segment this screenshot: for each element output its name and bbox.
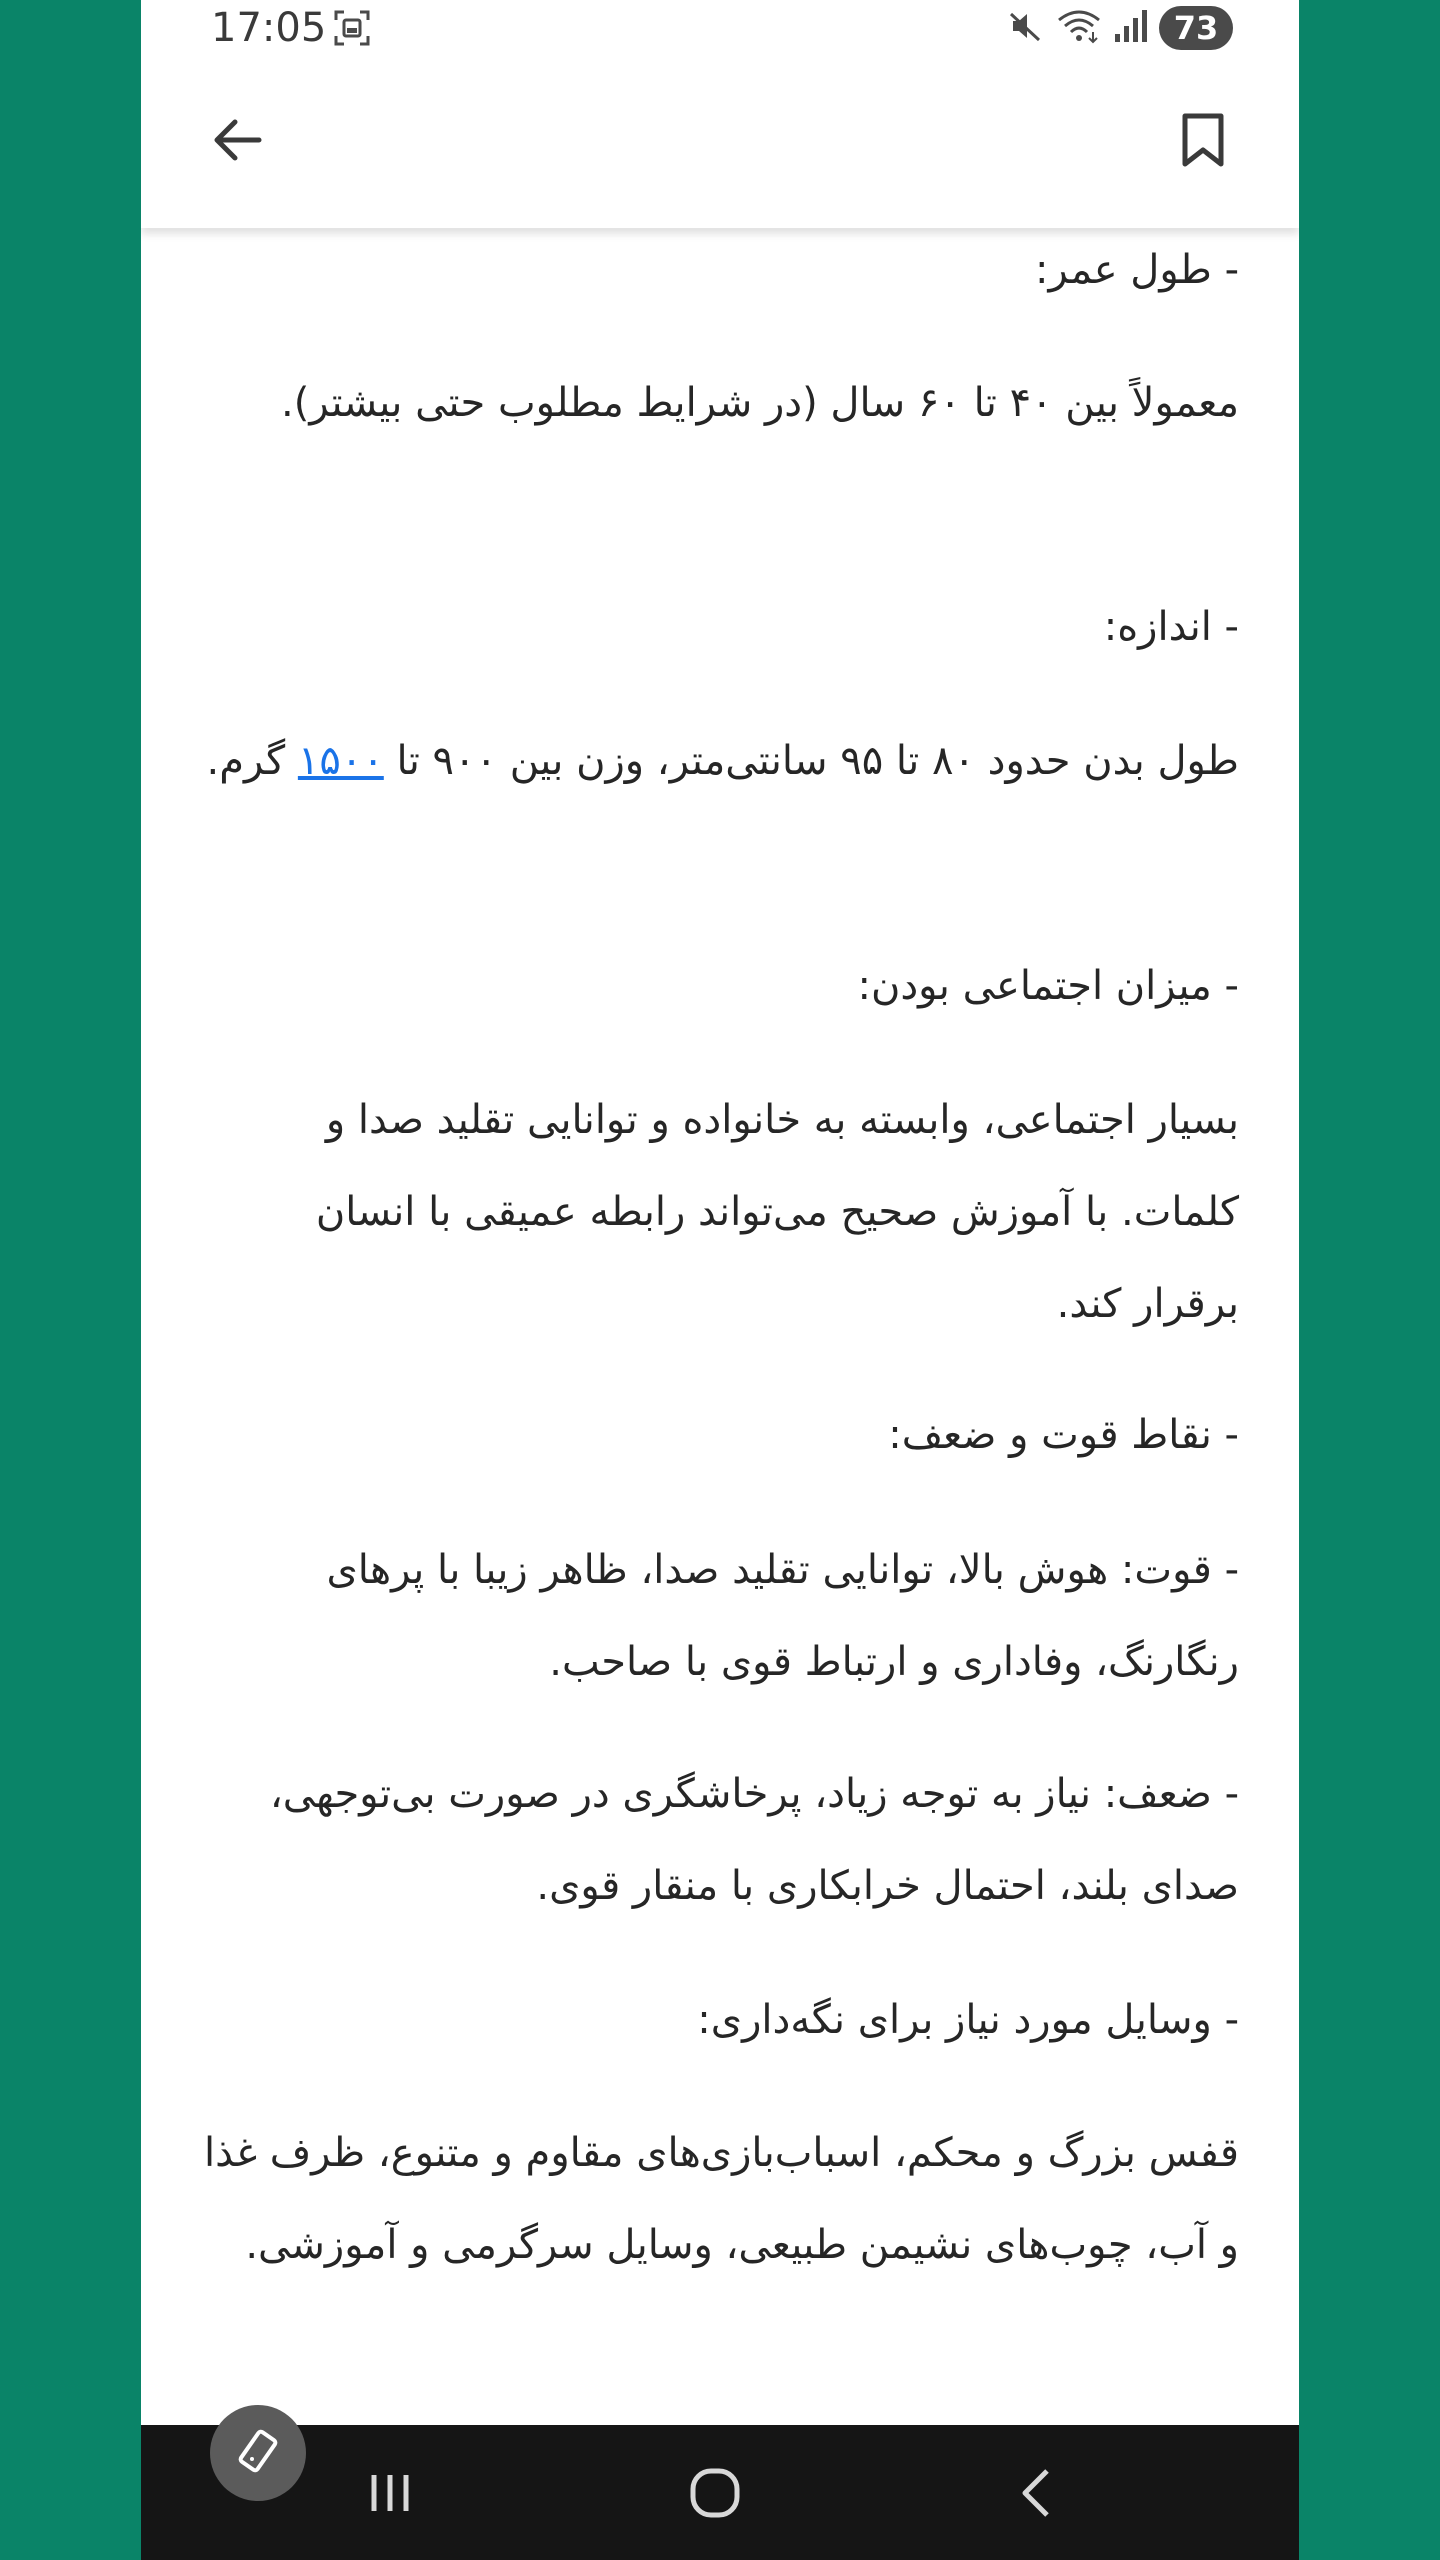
- rotate-screen-button[interactable]: [210, 2405, 306, 2501]
- size-text: [199, 715, 1239, 807]
- bookmark-icon: [1179, 112, 1227, 172]
- social-text: بسیار اجتماعی، وابسته به خانواده و توانایی تقلید صدا و کلمات. با آموزش صحیح می‌تواند رابطه عمیقی با انسان برقرار کند.: [315, 1097, 1239, 1327]
- status-bar: [141, 0, 1299, 56]
- wifi-icon: [1055, 6, 1103, 50]
- screenshot-icon: [332, 8, 372, 52]
- signal-icon: [1113, 6, 1149, 50]
- size-text-before: طول بدن حدود ۸۰ تا ۹۵ سانتی‌متر، وزن بین ۹۰۰ تا: [383, 738, 1239, 784]
- strengths-text: - قوت: هوش بالا، توانایی تقلید صدا، ظاهر زیبا با پرهای رنگارنگ، وفاداری و ارتباط قوی با صاحب.: [326, 1547, 1239, 1685]
- back-nav-icon: [1009, 2465, 1065, 2525]
- size-weight-link[interactable]: ۱۵۰۰: [297, 738, 384, 784]
- home-button[interactable]: [675, 2455, 755, 2535]
- rotate-screen-icon: [232, 2425, 284, 2481]
- equipment-heading: - وسایل مورد نیاز برای نگه‌داری:: [697, 1997, 1239, 2043]
- phone-screen: [141, 0, 1299, 2560]
- app-bar: [141, 56, 1299, 228]
- status-icons: [1005, 4, 1233, 52]
- social-heading: - میزان اجتماعی بودن:: [857, 963, 1239, 1009]
- mute-icon: [1005, 6, 1045, 50]
- weakness-text: - ضعف: نیاز به توجه زیاد، پرخاشگری در صورت بی‌توجهی، صدای بلند، احتمال خرابکاری با منقار قوی.: [269, 1771, 1239, 1909]
- lifespan-heading: - طول عمر:: [1035, 247, 1239, 293]
- arrow-back-icon: [209, 112, 265, 172]
- lifespan-text: معمولاً بین ۴۰ تا ۶۰ سال (در شرایط مطلوب حتی بیشتر).: [281, 380, 1239, 426]
- status-time: 17:05: [211, 5, 327, 51]
- article-content: [141, 220, 1299, 2425]
- strengths-heading: - نقاط قوت و ضعف:: [888, 1412, 1239, 1458]
- recent-apps-icon: [362, 2465, 418, 2525]
- size-text-after: گرم.: [206, 738, 298, 784]
- system-nav-bar: [141, 2425, 1299, 2560]
- size-heading: - اندازه:: [1103, 604, 1239, 650]
- home-icon: [683, 2461, 747, 2529]
- recent-apps-button[interactable]: [350, 2455, 430, 2535]
- battery-indicator: 73: [1159, 6, 1233, 50]
- equipment-text: قفس بزرگ و محکم، اسباب‌بازی‌های مقاوم و متنوع، ظرف غذا و آب، چوب‌های نشیمن طبیعی، وسایل سرگرمی و آموزشی.: [203, 2130, 1239, 2268]
- back-nav-button[interactable]: [997, 2455, 1077, 2535]
- back-button[interactable]: [201, 106, 273, 178]
- bookmark-button[interactable]: [1167, 106, 1239, 178]
